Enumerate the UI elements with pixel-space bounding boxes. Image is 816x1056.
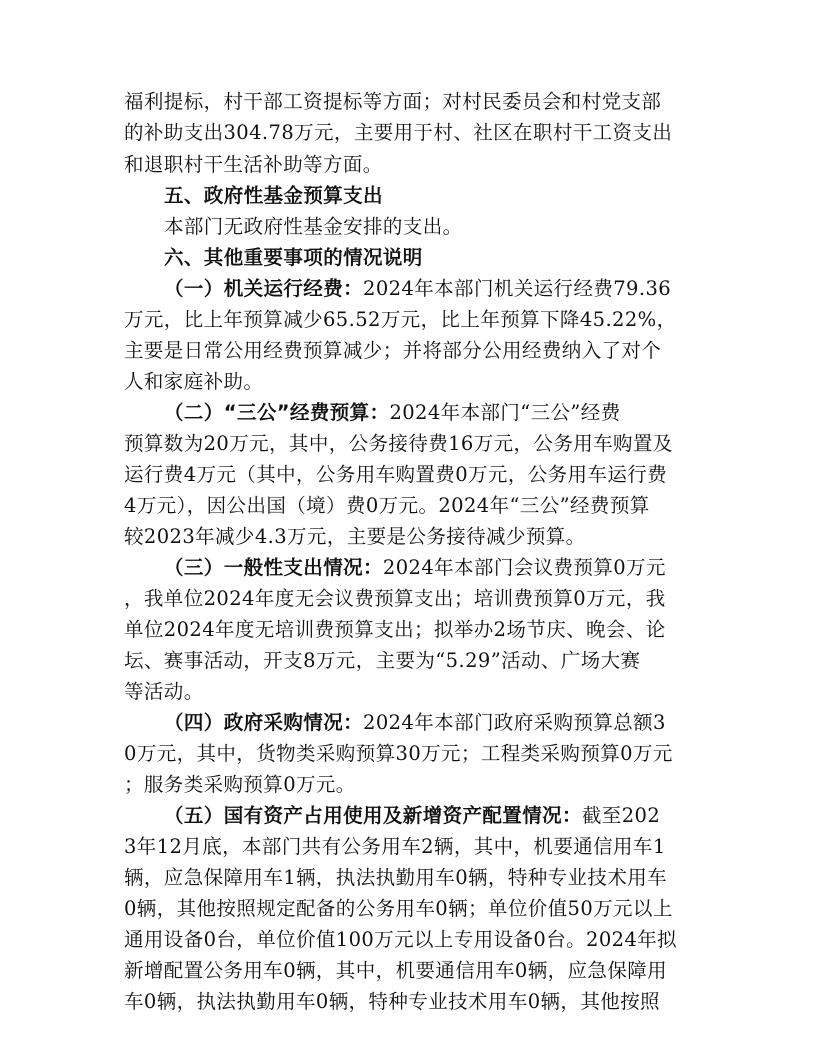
body-line: 通用设备0台，单位价值100万元以上专用设备0台。2024年拟 bbox=[124, 928, 678, 951]
body-line: ，我单位2024年度无会议费预算支出；培训费预算0万元，我 bbox=[124, 587, 666, 610]
subsection-label-3: （三）一般性支出情况： bbox=[164, 556, 383, 579]
body-line: 3年12月底，本部门共有公务用车2辆，其中，机要通信用车1 bbox=[124, 835, 666, 858]
body-line: 人和家庭补助。 bbox=[124, 370, 264, 393]
body-line: 等活动。 bbox=[124, 680, 204, 703]
body-line: 万元，比上年预算减少65.52万元，比上年预算下降45.22%， bbox=[124, 308, 677, 331]
body-line: 运行费4万元（其中，公务用车购置费0万元，公务用车运行费 bbox=[124, 463, 668, 486]
subsection-line bbox=[164, 274, 671, 304]
body-line: 本部门无政府性基金安排的支出。 bbox=[164, 215, 463, 238]
body-line: 单位2024年度无培训费预算支出；拟举办2场节庆、晚会、论 bbox=[124, 618, 666, 641]
section-heading-5: 五、政府性基金预算支出 bbox=[164, 184, 383, 207]
body-line: 辆，应急保障用车1辆，执法执勤用车0辆，特种专业技术用车 bbox=[124, 866, 668, 889]
body-line: 预算数为20万元，其中，公务接待费16万元，公务用车购置及 bbox=[124, 432, 673, 455]
body-line: 4万元），因公出国（境）费0万元。2024年“三公”经费预算 bbox=[124, 494, 650, 517]
body-line: ；服务类采购预算0万元。 bbox=[124, 773, 356, 796]
body-line: 坛、赛事活动，开支8万元，主要为“5.29”活动、广场大赛 bbox=[124, 649, 641, 672]
subsection-line bbox=[164, 708, 666, 738]
subsection-text: 2024年本部门“三公”经费 bbox=[389, 401, 621, 424]
subsection-text: 2024年本部门政府采购预算总额3 bbox=[363, 711, 666, 734]
subsection-label-5: （五）国有资产占用使用及新增资产配置情况： bbox=[164, 804, 582, 827]
section-heading-6: 六、其他重要事项的情况说明 bbox=[164, 246, 423, 269]
subsection-label-4: （四）政府采购情况： bbox=[164, 711, 364, 734]
body-line: 车0辆，执法执勤用车0辆，特种专业技术用车0辆，其他按照 bbox=[124, 990, 660, 1013]
body-line: 福利提标，村干部工资提标等方面；对村民委员会和村党支部 bbox=[124, 90, 662, 113]
body-line: 主要是日常公用经费预算减少；并将部分公用经费纳入了对个 bbox=[124, 339, 662, 362]
body-line: 0辆，其他按照规定配备的公务用车0辆；单位价值50万元以上 bbox=[124, 897, 673, 920]
body-line: 的补助支出304.78万元，主要用于村、社区在职村干工资支出 bbox=[124, 121, 673, 144]
body-line: 和退职村干生活补助等方面。 bbox=[124, 153, 383, 176]
subsection-text: 截至202 bbox=[581, 804, 661, 827]
body-line: 0万元，其中，货物类采购预算30万元；工程类采购预算0万元 bbox=[124, 742, 673, 765]
subsection-line bbox=[164, 398, 621, 428]
subsection-label-2: （二）“三公”经费预算： bbox=[164, 401, 390, 424]
subsection-text: 2024年本部门机关运行经费79.36 bbox=[363, 277, 672, 300]
subsection-text: 2024年本部门会议费预算0万元 bbox=[382, 556, 666, 579]
subsection-label-1: （一）机关运行经费： bbox=[164, 277, 364, 300]
subsection-line bbox=[164, 801, 660, 831]
subsection-line bbox=[164, 553, 666, 583]
body-line: 新增配置公务用车0辆，其中，机要通信用车0辆，应急保障用 bbox=[124, 959, 668, 982]
body-line: 较2023年减少4.3万元，主要是公务接待减少预算。 bbox=[124, 525, 586, 548]
